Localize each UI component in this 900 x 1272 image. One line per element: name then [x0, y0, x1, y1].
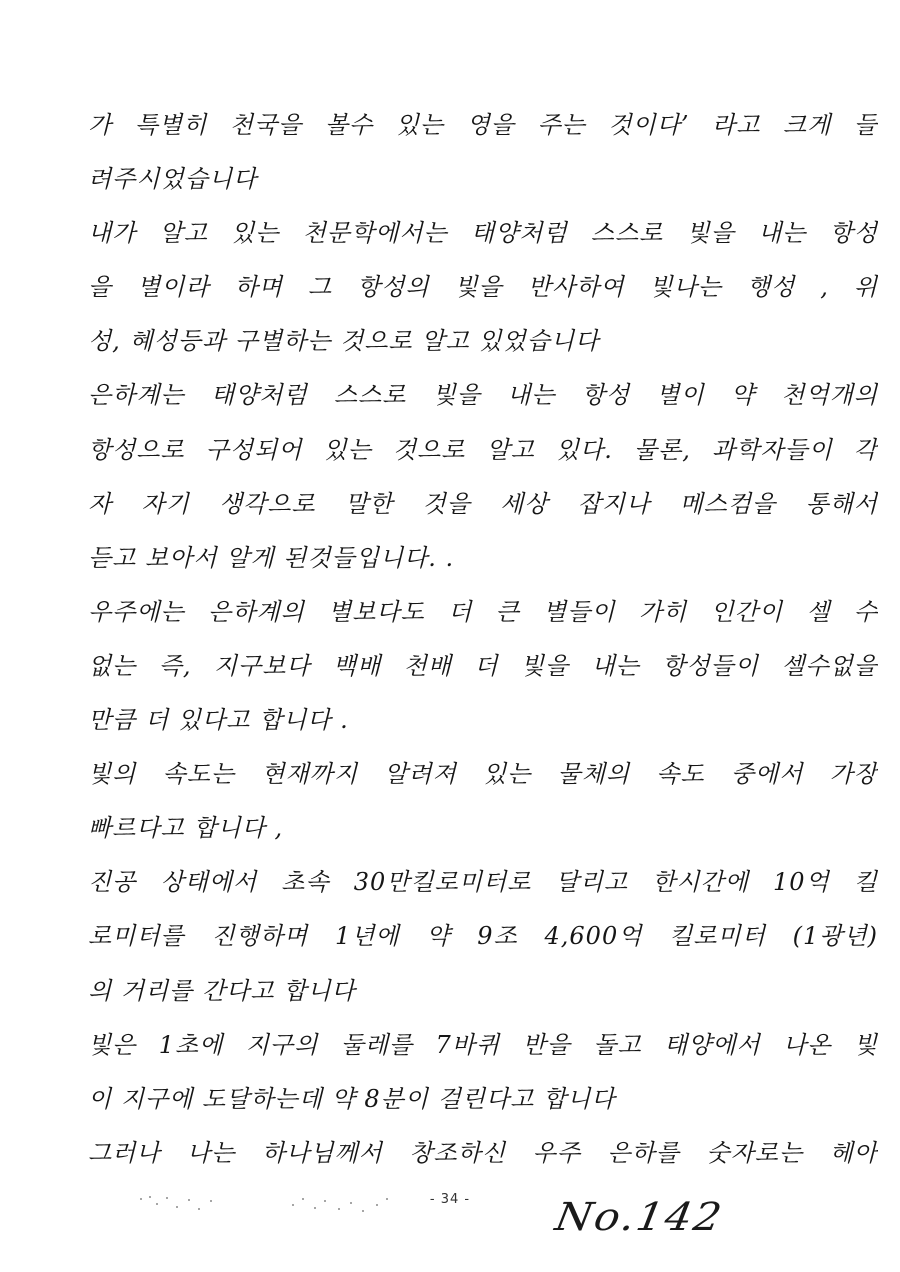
- text-line-20: 그러나 나는 하나님께서 창조하신 우주 은하를 숫자로는 헤아: [88, 1138, 878, 1167]
- text-line-1: 가 특별히 천국을 볼수 있는 영을 주는 것이다’ 라고 크게 들: [88, 111, 878, 139]
- text-line-7: 항성으로 구성되어 있는 것으로 알고 있다. 물론, 과학자들이 각: [88, 435, 878, 464]
- text-line-14: 빠르다고 합니다 ,: [88, 814, 284, 843]
- text-line-18: 빛은 1초에 지구의 둘레를 7바퀴 반을 돌고 태양에서 나온 빛: [88, 1030, 878, 1059]
- text-line-15: 진공 상태에서 초속 30만킬로미터로 달리고 한시간에 10억 킬: [88, 868, 878, 897]
- handwritten-document-number: No.142: [552, 1194, 727, 1240]
- text-line-12: 만큼 더 있다고 합니다 .: [88, 706, 349, 735]
- text-line-10: 우주에는 은하계의 별보다도 더 큰 별들이 가히 인간이 셀 수: [88, 597, 878, 626]
- text-line-3: 내가 알고 있는 천문학에서는 태양처럼 스스로 빛을 내는 항성: [88, 219, 878, 248]
- page-number: - 34 -: [429, 1192, 471, 1207]
- text-line-5: 성, 혜성등과 구별하는 것으로 알고 있었습니다: [88, 327, 600, 356]
- text-line-9: 듣고 보아서 알게 된것들입니다. .: [88, 543, 455, 572]
- text-line-2: 려주시었습니다: [88, 165, 258, 194]
- text-line-11: 없는 즉, 지구보다 백배 천배 더 빛을 내는 항성들이 셀수없을: [88, 651, 878, 680]
- text-line-4: 을 별이라 하며 그 항성의 빛을 반사하여 빛나는 행성 , 위: [88, 273, 878, 302]
- body-text: [88, 98, 878, 1180]
- text-line-19: 이 지구에 도달하는데 약 8분이 걸린다고 합니다: [88, 1084, 616, 1113]
- text-line-16: 로미터를 진행하며 1년에 약 9조 4,600억 킬로미터 (1광년): [88, 922, 878, 951]
- text-line-6: 은하계는 태양처럼 스스로 빛을 내는 항성 별이 약 천억개의: [88, 381, 878, 410]
- text-line-17: 의 거리를 간다고 합니다: [88, 976, 356, 1005]
- text-line-8: 자 자기 생각으로 말한 것을 세상 잡지나 메스컴을 통해서: [88, 489, 878, 518]
- text-line-13: 빛의 속도는 현재까지 알려져 있는 물체의 속도 중에서 가장: [88, 760, 878, 789]
